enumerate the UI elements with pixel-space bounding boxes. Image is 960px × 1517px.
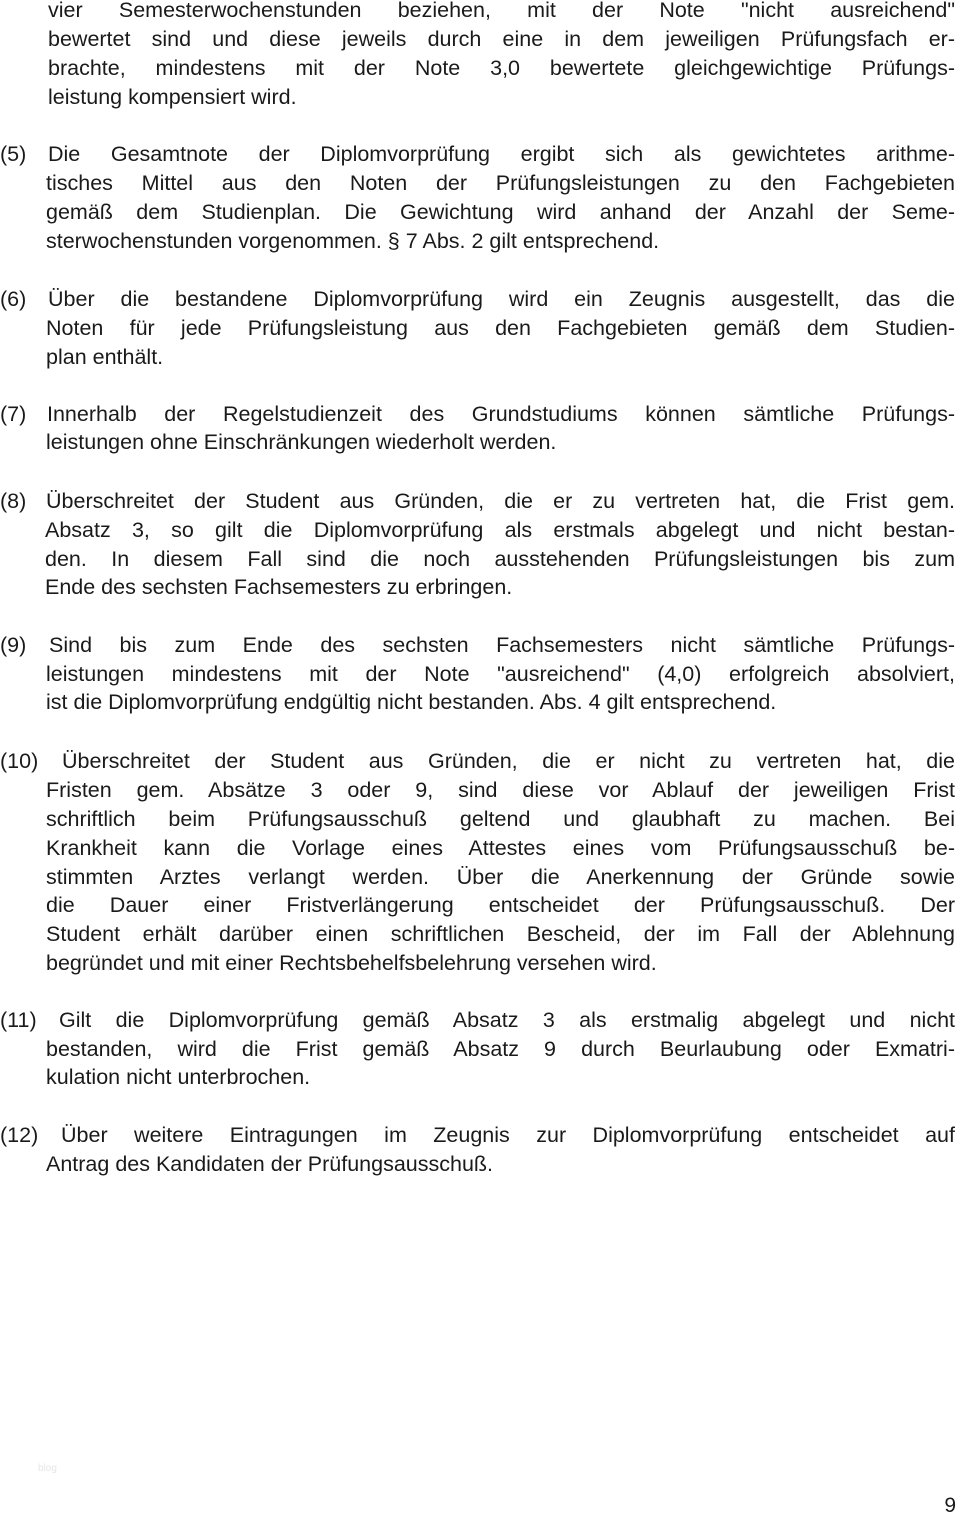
- paragraph-number: (12): [0, 1123, 39, 1147]
- paragraph-number: (9): [0, 633, 27, 657]
- intro-line: leistung kompensiert wird.: [48, 85, 297, 109]
- paragraph-line: Ende des sechsten Fachsemesters zu erbringen.: [45, 575, 513, 599]
- paragraph-number: (11): [0, 1008, 37, 1032]
- paragraph-line: Absatz 3, so gilt die Diplomvorprüfung als erstmals abgelegt und nicht bestan-: [45, 518, 955, 542]
- paragraph-line: Krankheit kann die Vorlage eines Attestes eines vom Prüfungsausschuß be-: [46, 836, 955, 860]
- paragraph-line: Innerhalb der Regelstudienzeit des Grundstudiums können sämtliche Prüfungs-: [47, 402, 955, 426]
- paragraph-line: begründet und mit einer Rechtsbehelfsbelehrung versehen wird.: [46, 951, 657, 975]
- paragraph-line: plan enthält.: [46, 345, 164, 369]
- paragraph-number: (5): [0, 142, 27, 166]
- paragraph-line: Antrag des Kandidaten der Prüfungsausschuß.: [46, 1152, 494, 1176]
- paragraph-line: leistungen mindestens mit der Note "ausreichend" (4,0) erfolgreich absolviert,: [46, 662, 955, 686]
- paragraph-line: den. In diesem Fall sind die noch ausstehenden Prüfungsleistungen bis zum: [45, 547, 955, 571]
- paragraph-line: schriftlich beim Prüfungsausschuß geltend und glaubhaft zu machen. Bei: [46, 807, 955, 831]
- paragraph-number: (8): [0, 489, 27, 513]
- paragraph-line: tisches Mittel aus den Noten der Prüfungsleistungen zu den Fachgebieten: [46, 171, 955, 195]
- paragraph-line: Die Gesamtnote der Diplomvorprüfung ergibt sich als gewichtetes arithme-: [48, 142, 955, 166]
- intro-line: bewertet sind und diese jeweils durch eine in dem jeweiligen Prüfungsfach er-: [48, 27, 955, 51]
- paragraph-line: ist die Diplomvorprüfung endgültig nicht bestanden. Abs. 4 gilt entsprechend.: [46, 690, 777, 714]
- paragraph-line: Gilt die Diplomvorprüfung gemäß Absatz 3 als erstmalig abgelegt und nicht: [59, 1008, 955, 1032]
- paragraph-line: gemäß dem Studienplan. Die Gewichtung wird anhand der Anzahl der Seme-: [46, 200, 955, 224]
- paragraph-line: Überschreitet der Student aus Gründen, die er nicht zu vertreten hat, die: [62, 749, 955, 773]
- paragraph-line: stimmten Arztes verlangt werden. Über die Anerkennung der Gründe sowie: [46, 865, 955, 889]
- paragraph-line: die Dauer einer Fristverlängerung entscheidet der Prüfungsausschuß. Der: [46, 893, 955, 917]
- watermark: blog: [38, 1463, 57, 1474]
- intro-line: vier Semesterwochenstunden beziehen, mit der Note "nicht ausreichend": [48, 0, 955, 22]
- paragraph-line: Über die bestandene Diplomvorprüfung wird ein Zeugnis ausgestellt, das die: [48, 287, 955, 311]
- paragraph-line: Über weitere Eintragungen im Zeugnis zur Diplomvorprüfung entscheidet auf: [61, 1123, 955, 1147]
- paragraph-line: kulation nicht unterbrochen.: [46, 1065, 311, 1089]
- paragraph-line: sterwochenstunden vorgenommen. § 7 Abs. 2 gilt entsprechend.: [46, 229, 660, 253]
- paragraph-line: Überschreitet der Student aus Gründen, die er zu vertreten hat, die Frist gem.: [46, 489, 955, 513]
- page-number: 9: [944, 1494, 956, 1517]
- paragraph-number: (7): [0, 402, 27, 426]
- paragraph-line: Fristen gem. Absätze 3 oder 9, sind diese vor Ablauf der jeweiligen Frist: [46, 778, 955, 802]
- paragraph-number: (6): [0, 287, 27, 311]
- intro-line: brachte, mindestens mit der Note 3,0 bewertete gleichgewichtige Prüfungs-: [48, 56, 955, 80]
- paragraph-line: Student erhält darüber einen schriftlichen Bescheid, der im Fall der Ablehnung: [46, 922, 955, 946]
- paragraph-line: Noten für jede Prüfungsleistung aus den Fachgebieten gemäß dem Studien-: [46, 316, 955, 340]
- paragraph-line: leistungen ohne Einschränkungen wiederholt werden.: [46, 430, 557, 454]
- paragraph-line: bestanden, wird die Frist gemäß Absatz 9 durch Beurlaubung oder Exmatri-: [46, 1037, 955, 1061]
- paragraph-number: (10): [0, 749, 39, 773]
- paragraph-line: Sind bis zum Ende des sechsten Fachsemesters nicht sämtliche Prüfungs-: [49, 633, 955, 657]
